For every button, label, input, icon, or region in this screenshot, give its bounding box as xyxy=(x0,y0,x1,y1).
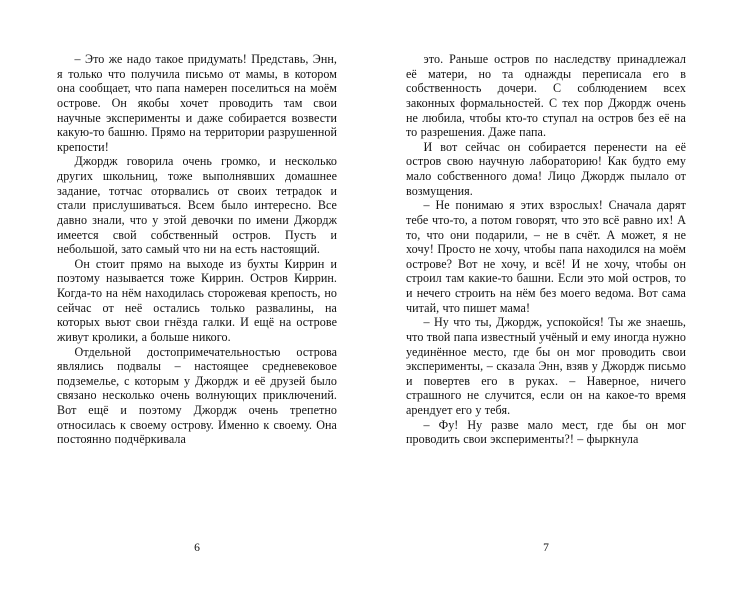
paragraph: – Ну что ты, Джордж, успокойся! Ты же знаешь, что твой папа известный учёный и ему иногда нужно уединённое место, где бы он мог проводить свои эксперименты, – сказала Энн, взяв у Джордж письмо и повертев его в руках. – Наверное, ничего страшного не случится, если он на какое-то время арендует его у тебя. xyxy=(406,315,686,417)
right-page xyxy=(375,0,750,595)
paragraph: – Не понимаю я этих взрослых! Сначала дарят тебе что-то, а потом говорят, что это всё равно их! А то, что они подарили, – не в счёт. А может, я не хочу! Просто не хочу, чтобы папа находился на моём острове? Вот не хочу, и всё! И не хочу, чтобы он строил там какие-то башни. Если это мой остров, то и нечего строить на нём без моего ведома. Вот сама читай, что пишет мама! xyxy=(406,198,686,315)
paragraph: Отдельной достопримечательностью острова являлись подвалы – настоящее средневековое подземелье, с которым у Джордж и её друзей было связано несколько очень волнующих приключений. Вот ещё и поэтому Джордж очень трепетно относилась к своему острову. Именно к своему. Она постоянно подчёркивала xyxy=(57,344,337,447)
left-page-text-column xyxy=(57,52,337,447)
paragraph: Джордж говорила очень громко, и несколько других школьниц, тоже выполнявших домашнее задание, тотчас оторвались от своих тетрадок и стали прислушиваться. Всем было интересно. Все давно знали, что у этой девочки по имени Джордж имеется свой собственный остров. Пусть и небольшой, зато самый что ни на есть настоящий. xyxy=(57,154,337,257)
page-number-right: 7 xyxy=(543,541,549,554)
paragraph: это. Раньше остров по наследству принадлежал её матери, но та однажды переписала его в собственность дочери. С соблюдением всех законных формальностей. С тех пор Джордж очень не любила, чтобы кто-то ступал на остров без её на то разрешения. Даже папа. xyxy=(406,52,686,140)
paragraph: – Фу! Ну разве мало мест, где бы он мог проводить свои эксперименты?! – фыркнула xyxy=(406,417,686,447)
right-page-text-column xyxy=(406,52,686,447)
paragraph: Он стоит прямо на выходе из бухты Киррин и поэтому называется тоже Киррин. Остров Киррин. Когда-то на нём находилась сторожевая крепость, но сейчас от неё остались только развалины, на которых вьют свои гнёзда галки. И ещё на острове живут кролики, а больше никого. xyxy=(57,256,337,344)
paragraph: И вот сейчас он собирается перенести на её остров свою научную лабораторию! Как будто ему мало собственного дома! Лицо Джордж пылало от возмущения. xyxy=(406,139,686,198)
paragraph: – Это же надо такое придумать! Представь, Энн, я только что получила письмо от мамы, в котором она сообщает, что папа намерен поселиться на моём острове. Он якобы хочет проводить там свои научные эксперименты и даже собирается возвести какую-то башню. Прямо на территории разрушенной крепости! xyxy=(57,52,337,154)
page-number-left: 6 xyxy=(194,541,200,554)
